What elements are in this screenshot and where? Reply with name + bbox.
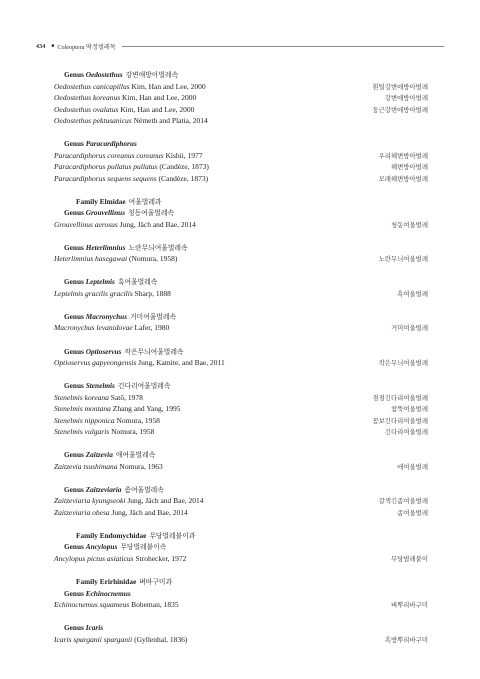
taxon-korean-name: 여울벌레과 (128, 197, 162, 206)
rank-word: Genus (64, 277, 84, 287)
rank-word: Genus (64, 208, 84, 218)
taxon-name: Icaris (85, 623, 104, 633)
author-citation: Nomura, 1963 (119, 461, 163, 471)
taxon-group (54, 196, 428, 231)
section-title: Coleoptera 딱정벌레목 (57, 43, 116, 51)
taxon-korean-name: 작은무늬여울벌레속 (124, 347, 184, 356)
scientific-name: Oedostethus ovalatus (54, 104, 119, 114)
author-citation: (Gyllenhal, 1836) (134, 634, 188, 644)
taxon-group (54, 138, 428, 184)
scientific-name: Oedostethus pektusanicus (54, 116, 132, 125)
scientific-name: Icaris sparganii sparganii (54, 634, 133, 644)
taxon-name: Oedostethus (85, 70, 123, 79)
species-row (54, 392, 428, 404)
korean-common-name: 거미여울벌레 (390, 324, 428, 333)
species-row (54, 92, 428, 104)
scientific-name: Oedostethus canicapillus (54, 81, 130, 91)
taxon-korean-name: 애여울벌레속 (115, 451, 156, 460)
species-entry (54, 115, 208, 127)
species-row (54, 150, 428, 162)
taxon-group (54, 530, 428, 565)
taxon-korean-name: 흑여울벌레속 (117, 278, 158, 287)
korean-common-name: 작은무늬여울벌레 (378, 359, 428, 368)
species-entry (54, 92, 196, 104)
rank-word: Genus (64, 70, 84, 79)
taxon-korean-name: 무당벌레붙이속 (120, 543, 167, 552)
species-row (54, 161, 428, 173)
author-citation: Nomura, 1958 (111, 427, 155, 437)
rank-word: Genus (64, 542, 84, 552)
family-heading (54, 196, 428, 208)
species-row (54, 288, 428, 300)
korean-common-name: 흑여울벌레 (397, 289, 428, 298)
taxon-name: Stenelmis (85, 381, 115, 391)
scientific-name: Echinocnemus squameus (54, 600, 130, 610)
author-citation: Jung, Jäch and Bae, 2014 (111, 507, 188, 517)
rank-word: Family (76, 530, 98, 540)
genus-heading (54, 588, 428, 600)
taxon-name: Endomychidae (99, 530, 147, 540)
author-citation: Satô, 1978 (110, 392, 143, 402)
species-entry (54, 553, 186, 565)
genus-heading (54, 138, 428, 150)
rank-word: Genus (64, 450, 84, 460)
species-entry (54, 161, 209, 173)
rank-word: Genus (64, 623, 84, 633)
species-entry (54, 392, 143, 404)
scientific-name: Ancylopus pictus asiaticus (54, 553, 134, 563)
species-entry (54, 150, 203, 162)
scientific-name: Leptelmis gracilis gracilis (54, 288, 133, 298)
taxon-group (54, 311, 428, 334)
taxon-korean-name: 좀여울벌레속 (124, 485, 164, 494)
species-row (54, 507, 428, 519)
bullet-separator: ■ (51, 43, 55, 49)
species-row (54, 173, 428, 185)
author-citation: Kim, Han and Lee, 2000 (122, 93, 197, 102)
author-citation: Kim, Han and Lee, 2000 (131, 81, 206, 91)
taxon-name: Macronychus (85, 311, 128, 321)
author-citation: Boheman, 1835 (131, 600, 179, 610)
rank-word: Genus (64, 588, 84, 598)
taxon-group (54, 69, 428, 127)
species-entry (54, 253, 177, 265)
species-row (54, 219, 428, 231)
korean-common-name: 긴다리여울벌레 (384, 428, 428, 437)
scientific-name: Heterlimnius hasegawai (54, 254, 128, 264)
taxon-name: Echinocnemus (85, 588, 131, 598)
taxon-name: Heterlimnius (85, 242, 126, 252)
taxon-korean-name: 강변애방아벌레속 (125, 71, 179, 79)
korean-common-name: 참뚝여울벌레 (390, 405, 428, 414)
species-row (54, 461, 428, 473)
rank-word: Genus (64, 139, 84, 149)
species-row (54, 357, 428, 369)
genus-heading (54, 242, 428, 254)
taxon-korean-name: 청동여울벌레속 (128, 209, 175, 218)
author-citation: (Candèze, 1873) (159, 162, 209, 172)
taxon-korean-name: 거미여울벌레속 (130, 312, 177, 321)
scientific-name: Optioservus gapyeongensis (54, 358, 137, 368)
species-row (54, 81, 428, 93)
species-row (54, 553, 428, 565)
author-citation: (Nomura, 1958) (129, 254, 178, 264)
species-entry (54, 288, 171, 300)
author-citation: Jung, Jäch and Bae, 2014 (127, 496, 204, 506)
korean-common-name: 좀여울벌레 (397, 508, 428, 517)
korean-common-name: 벼뿌리바구미 (390, 601, 428, 610)
taxon-name: Ancylopus (85, 542, 118, 552)
species-row (54, 403, 428, 415)
species-entry (54, 634, 187, 646)
scientific-name: Stenelmis montana (54, 404, 111, 414)
korean-common-name: 둥근강변애방아벌레 (372, 105, 428, 114)
author-citation: Zhang and Yang, 1995 (112, 404, 181, 414)
korean-common-name: 흑방뿌리바구미 (384, 635, 428, 644)
author-citation: Németh and Platia, 2014 (133, 116, 208, 125)
genus-heading (54, 380, 428, 392)
taxon-name: Grouvellinus (85, 208, 126, 218)
korean-common-name: 애여울벌레 (397, 462, 428, 471)
author-citation: Sharp, 1888 (134, 288, 171, 298)
species-row (54, 322, 428, 334)
rank-word: Genus (64, 311, 84, 321)
korean-common-name: 꼼보긴다리여울벌레 (372, 416, 428, 425)
taxon-group (54, 346, 428, 369)
korean-common-name: 흰털강변애방아벌레 (372, 82, 428, 91)
rank-word: Genus (64, 381, 84, 391)
taxon-name: Paracardiphorus (85, 139, 137, 149)
species-entry (54, 322, 169, 334)
taxon-group (54, 484, 428, 519)
rank-word: Family (76, 577, 98, 587)
author-citation: Kim, Han and Lee, 2000 (120, 104, 195, 114)
species-entry (54, 219, 196, 231)
rank-word: Genus (64, 484, 84, 494)
scientific-name: Macronychus levanidovae (54, 323, 133, 333)
korean-common-name: 강변애방아벌레 (384, 94, 428, 102)
author-citation: Jung, Kamite, and Bae, 2011 (138, 358, 225, 368)
species-entry (54, 507, 188, 519)
author-citation: Strohecker, 1972 (135, 553, 187, 563)
taxon-group (54, 242, 428, 265)
running-header (36, 40, 444, 52)
checklist-body (54, 69, 428, 657)
scientific-name: Stenelmis vulgaris (54, 427, 110, 437)
family-heading (54, 530, 428, 542)
taxon-name: Leptelmis (85, 277, 115, 287)
species-row (54, 634, 428, 646)
genus-heading (54, 276, 428, 288)
scientific-name: Grouvellinus aerosus (54, 219, 118, 229)
korean-common-name: 우리해변방아벌레 (378, 151, 428, 160)
taxon-name: Optioservus (85, 346, 122, 356)
species-row (54, 426, 428, 438)
species-entry (54, 495, 204, 507)
species-row (54, 415, 428, 427)
genus-heading (54, 346, 428, 358)
rank-word: Genus (64, 346, 84, 356)
author-citation: Nomura, 1958 (116, 415, 160, 425)
korean-common-name: 청동여울벌레 (390, 220, 428, 229)
korean-common-name: 모래해변방아벌레 (378, 174, 428, 183)
species-row (54, 253, 428, 265)
author-citation: Kishii, 1977 (165, 150, 203, 160)
header-rule (122, 46, 444, 47)
scientific-name: Oedostethus koreanus (54, 93, 121, 102)
taxon-name: Zaitzevia (85, 450, 113, 460)
korean-common-name: 해변방아벌레 (390, 163, 428, 172)
genus-heading (54, 449, 428, 461)
korean-common-name: 점점긴다리여울벌레 (372, 393, 428, 402)
species-entry (54, 357, 225, 369)
korean-common-name: 무당벌레붙이 (390, 554, 428, 563)
author-citation: Jung, Jäch and Bae, 2014 (119, 219, 196, 229)
species-entry (54, 599, 179, 611)
genus-heading (54, 69, 428, 81)
scientific-name: Stenelmis koreana (54, 392, 109, 402)
species-row (54, 599, 428, 611)
scientific-name: Stenelmis nipponica (54, 415, 115, 425)
author-citation: (Candèze, 1873) (158, 173, 209, 183)
genus-heading (54, 311, 428, 323)
genus-heading (54, 207, 428, 219)
scientific-name: Zaitzevia tsushimana (54, 461, 118, 471)
taxon-group (54, 576, 428, 611)
taxon-group (54, 276, 428, 299)
genus-heading (54, 541, 428, 553)
taxon-group (54, 449, 428, 472)
page-number: 434 (36, 42, 46, 50)
taxon-korean-name: 노란무늬여울벌레속 (128, 243, 188, 252)
species-entry (54, 426, 154, 438)
species-entry (54, 104, 194, 116)
taxon-group (54, 380, 428, 438)
species-row (54, 495, 428, 507)
species-entry (54, 81, 206, 93)
scientific-name: Zaitzeviaria kyungseoki (54, 496, 126, 506)
genus-heading (54, 484, 428, 496)
family-heading (54, 576, 428, 588)
scientific-name: Paracardiphorus pullatus pullatus (54, 162, 158, 172)
species-entry (54, 173, 208, 185)
species-row (54, 115, 428, 127)
korean-common-name: 노란무늬여울벌레 (378, 255, 428, 264)
species-entry (54, 415, 160, 427)
scientific-name: Paracardiphorus coreanus coreanus (54, 150, 164, 160)
scientific-name: Paracardiphorus sequens sequens (54, 173, 157, 183)
rank-word: Genus (64, 242, 84, 252)
author-citation: Lafer, 1980 (134, 323, 170, 333)
taxon-group (54, 622, 428, 645)
species-row (54, 104, 428, 116)
taxon-name: Zaitzeviaria (85, 484, 122, 494)
taxon-korean-name: 무당벌레붙이과 (149, 531, 196, 540)
rank-word: Family (76, 196, 98, 206)
scientific-name: Zaitzeviaria obesa (54, 507, 110, 517)
korean-common-name: 갈색긴좀여울벌레 (378, 497, 428, 506)
taxon-korean-name: 긴다리여울벌레속 (117, 382, 171, 391)
taxon-korean-name: 벼바구미과 (139, 578, 173, 587)
taxon-name: Elmidae (99, 196, 126, 206)
genus-heading (54, 622, 428, 634)
species-entry (54, 403, 180, 415)
species-entry (54, 461, 163, 473)
taxon-name: Erirhinidae (99, 577, 137, 587)
